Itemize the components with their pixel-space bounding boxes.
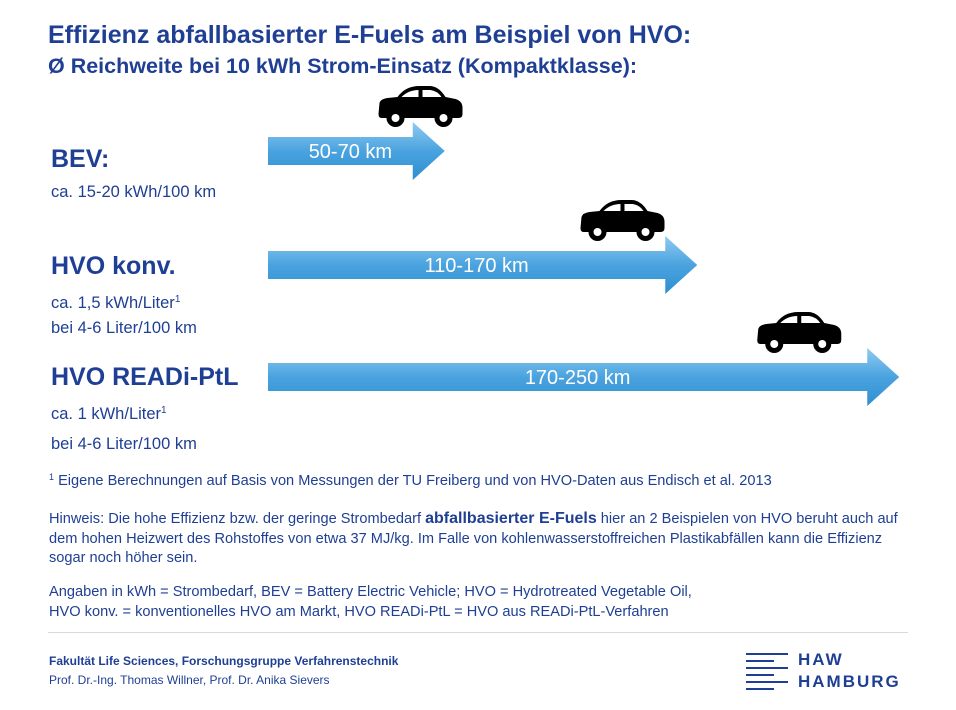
category-usage: bei 4-6 Liter/100 km (51, 435, 197, 453)
category-consumption: ca. 1,5 kWh/Liter$^1$ (51, 294, 181, 312)
footer-faculty: Fakultät Life Sciences, Forschungsgruppe Verfahrenstechnik (49, 654, 399, 668)
category-consumption: ca. 15-20 kWh/100 km (51, 183, 217, 201)
logo-text-hamburg: HAMBURG (798, 672, 901, 691)
car-icon (379, 86, 463, 127)
category-usage: bei 4-6 Liter/100 km (51, 319, 197, 337)
category-consumption: ca. 1 kWh/Liter$^1$ (51, 405, 167, 423)
note-highlight: abfallbasierter E-Fuels (425, 510, 597, 527)
range-data-label: 170-250 km (524, 367, 631, 389)
note-paragraph: Hinweis: Die hohe Effizienz bzw. der geringe Strombedarf abfallbasierter E-Fuels hier an 2 Beispielen von HVO beruht auch auf dem hohen Heizwert des Rohstoffes von etwa 37 MJ/kg. Im Falle von kohlenwasserstoffreichen Plastikabfällen kann die Effizienz sogar noch höher sein. (49, 510, 898, 566)
page-title: Effizienz abfallbasierter E-Fuels am Beispiel von HVO: (48, 21, 692, 49)
footer-authors: Prof. Dr.-Ing. Thomas Willner, Prof. Dr. Anika Sievers (49, 673, 330, 687)
car-icon (581, 200, 665, 241)
range-data-label: 50-70 km (308, 141, 393, 163)
logo-bars-icon (746, 650, 788, 695)
category-name: HVO konv. (51, 252, 176, 280)
abbreviations: Angaben in kWh = Strombedarf, BEV = Battery Electric Vehicle; HVO = Hydrotreated Vegetable Oil, HVO konv. = konventionelles HVO am Markt, HVO READi-PtL = HVO aus READi-PtL-Verfahren (49, 584, 692, 620)
category-name: BEV: (51, 145, 110, 173)
logo-text-haw: HAW (798, 650, 844, 669)
footer-divider (48, 632, 908, 633)
page-subtitle: Ø Reichweite bei 10 kWh Strom-Einsatz (Kompaktklasse): (48, 54, 638, 78)
category-name: HVO READi-PtL (51, 363, 239, 391)
car-icon (757, 312, 841, 353)
footnote: $^1$ Eigene Berechnungen auf Basis von Messungen der TU Freiberg und von HVO-Daten aus Endisch et al. 2013 (49, 472, 772, 489)
haw-hamburg-logo (746, 650, 916, 695)
range-data-label: 110-170 km (424, 255, 529, 277)
